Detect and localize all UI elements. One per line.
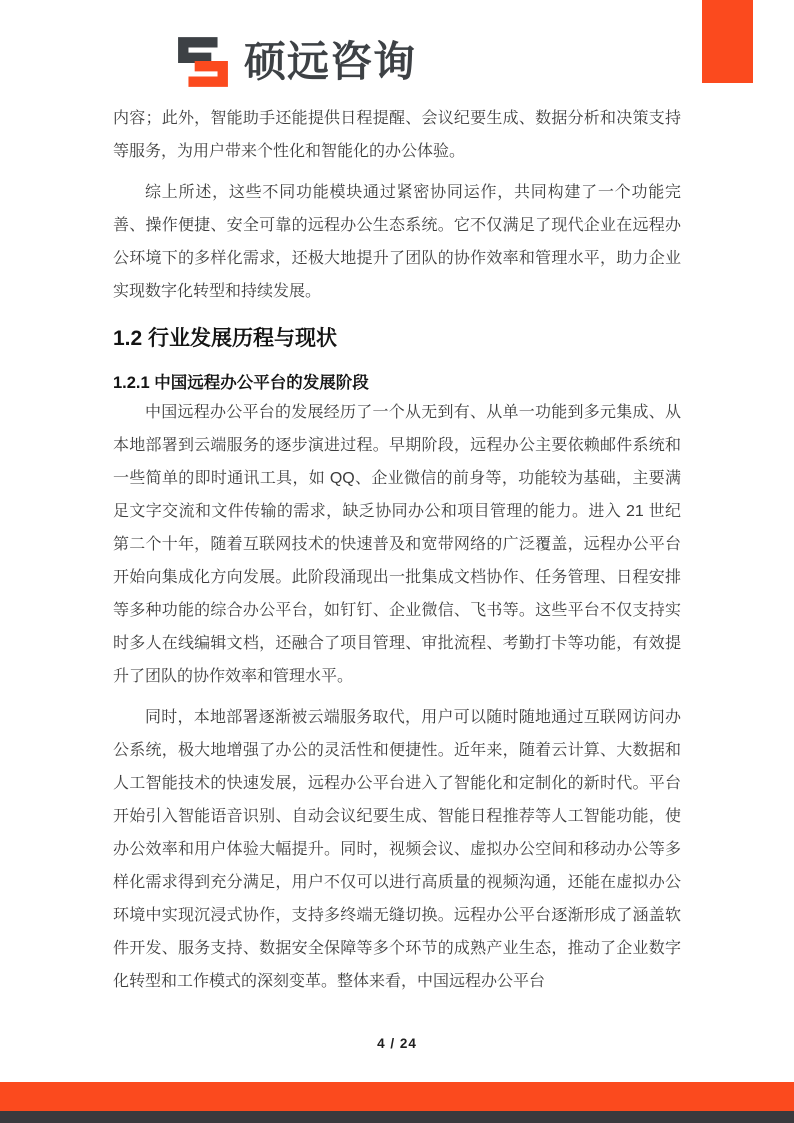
footer-accent-bar xyxy=(0,1082,794,1111)
report-header xyxy=(176,36,416,88)
paragraph-summary: 综上所述，这些不同功能模块通过紧密协同运作，共同构建了一个功能完善、操作便捷、安全可靠的远程办公生态系统。它不仅满足了现代企业在远程办公环境下的多样化需求，还极大地提升了团队的协作效率和管理水平，助力企业实现数字化转型和持续发展。 xyxy=(113,184,681,300)
brand-logo-text: 硕远咨询 xyxy=(244,38,417,85)
paragraph-continuation: 内容；此外，智能助手还能提供日程提醒、会议纪要生成、数据分析和决策支持等服务，为用户带来个性化和智能化的办公体验。 xyxy=(113,110,681,160)
page-number: 4 / 24 xyxy=(377,1036,417,1051)
footer-dark-bar xyxy=(0,1111,794,1123)
section-heading: 1.2 行业发展历程与现状 xyxy=(113,327,338,350)
paragraph-cloud-intelligence: 同时，本地部署逐渐被云端服务取代，用户可以随时随地通过互联网访问办公系统，极大地增强了办公的灵活性和便捷性。近年来，随着云计算、大数据和人工智能技术的快速发展，远程办公平台进入了智能化和定制化的新时代。平台开始引入智能语音识别、自动会议纪要生成、智能日程推荐等人工智能功能，使办公效率和用户体验大幅提升。同时，视频会议、虚拟办公空间和移动办公等多样化需求得到充分满足，用户不仅可以进行高质量的视频沟通，还能在虚拟办公环境中实现沉浸式协作，支持多终端无缝切换。远程办公平台逐渐形成了涵盖软件开发、服务支持、数据安全保障等多个环节的成熟产业生态，推动了企业数字化转型和工作模式的深刻变革。整体来看，中国远程办公平台 xyxy=(113,709,681,990)
document-body xyxy=(113,102,681,1006)
brand-logo-icon xyxy=(176,36,230,88)
subsection-heading: 1.2.1 中国远程办公平台的发展阶段 xyxy=(113,374,369,392)
brand-logo xyxy=(176,36,416,88)
top-right-accent-block xyxy=(702,0,753,83)
paragraph-development-stages: 中国远程办公平台的发展经历了一个从无到有、从单一功能到多元集成、从本地部署到云端服务的逐步演进过程。早期阶段，远程办公主要依赖邮件系统和一些简单的即时通讯工具，如 QQ、企业微信的前身等，功能较为基础，主要满足文字交流和文件传输的需求，缺乏协同办公和项目管理的能力。进入 21 世纪第二个十年，随着互联网技术的快速普及和宽带网络的广泛覆盖，远程办公平台开始向集成化方向发展。此阶段涌现出一批集成文档协作、任务管理、日程安排等多种功能的综合办公平台，如钉钉、企业微信、飞书等。这些平台不仅支持实时多人在线编辑文档，还融合了项目管理、审批流程、考勤打卡等功能，有效提升了团队的协作效率和管理水平。 xyxy=(113,404,681,685)
